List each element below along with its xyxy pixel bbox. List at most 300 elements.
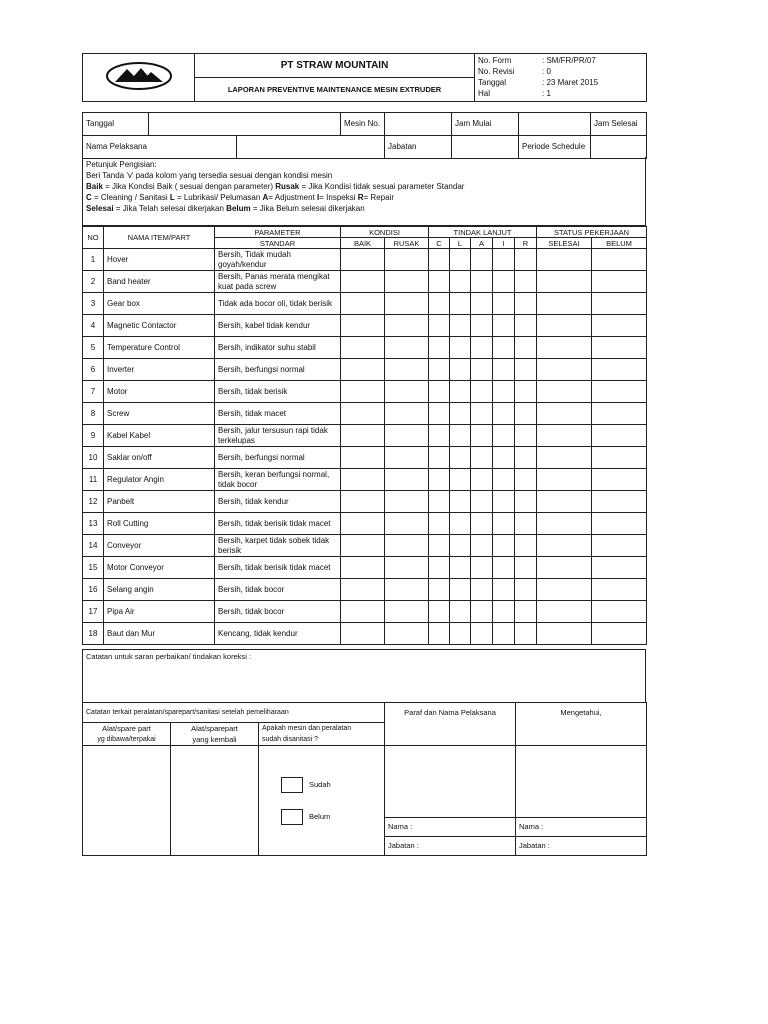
check-cell-belum[interactable]: [592, 359, 647, 381]
table-row: [83, 271, 647, 293]
maintenance-table: [82, 226, 647, 645]
check-cell-c[interactable]: [429, 315, 450, 337]
check-cell-a[interactable]: [471, 557, 493, 579]
meta-no-revisi: No. Revisi : 0: [478, 66, 551, 76]
check-cell-i[interactable]: [493, 513, 515, 535]
check-cell-a[interactable]: [471, 535, 493, 557]
check-cell-baik[interactable]: [341, 315, 385, 337]
check-cell-rusak[interactable]: [385, 425, 429, 447]
check-cell-rusak[interactable]: [385, 601, 429, 623]
table-row: [83, 249, 647, 271]
alat-kembali-header: Alat/sparepart yang kembali: [171, 723, 259, 746]
row-parameter: Bersih, tidak berisik tidak macet: [215, 557, 341, 579]
row-parameter: Bersih, berfungsi normal: [215, 359, 341, 381]
row-parameter: Bersih, tidak bocor: [215, 601, 341, 623]
check-cell-rusak[interactable]: [385, 359, 429, 381]
check-cell-a[interactable]: [471, 381, 493, 403]
row-no: 3: [83, 293, 104, 315]
check-cell-c[interactable]: [429, 579, 450, 601]
check-cell-r[interactable]: [515, 513, 537, 535]
label-periode-schedule: Periode Schedule: [519, 136, 591, 159]
check-cell-selesai[interactable]: [537, 469, 592, 491]
check-cell-rusak[interactable]: [385, 535, 429, 557]
check-cell-selesai[interactable]: [537, 425, 592, 447]
check-cell-baik[interactable]: [341, 535, 385, 557]
check-cell-a[interactable]: [471, 293, 493, 315]
row-no: 15: [83, 557, 104, 579]
row-parameter: Bersih, kabel tidak kendur: [215, 315, 341, 337]
row-no: 14: [83, 535, 104, 557]
check-cell-r[interactable]: [515, 249, 537, 271]
row-parameter: Bersih, tidak kendur: [215, 491, 341, 513]
check-cell-a[interactable]: [471, 337, 493, 359]
row-parameter: Bersih, Tidak mudah goyah/kendur: [215, 249, 341, 271]
check-cell-selesai[interactable]: [537, 249, 592, 271]
row-item-name: Conveyor: [104, 535, 215, 557]
check-cell-selesai[interactable]: [537, 271, 592, 293]
check-cell-baik[interactable]: [341, 469, 385, 491]
header-kondisi: KONDISI: [341, 227, 429, 238]
check-cell-selesai[interactable]: [537, 535, 592, 557]
check-cell-r[interactable]: [515, 623, 537, 645]
check-cell-c[interactable]: [429, 249, 450, 271]
check-cell-a[interactable]: [471, 425, 493, 447]
row-no: 18: [83, 623, 104, 645]
header-belum: BELUM: [592, 238, 647, 249]
row-no: 10: [83, 447, 104, 469]
check-cell-a[interactable]: [471, 469, 493, 491]
row-parameter: Bersih, tidak macet: [215, 403, 341, 425]
instructions-title: Petunjuk Pengisian:: [86, 160, 157, 169]
check-cell-r[interactable]: [515, 403, 537, 425]
row-no: 2: [83, 271, 104, 293]
label-tanggal: Tanggal: [83, 113, 149, 136]
row-item-name: Inverter: [104, 359, 215, 381]
alat-kembali-field[interactable]: [171, 746, 259, 856]
check-cell-i[interactable]: [493, 579, 515, 601]
check-cell-belum[interactable]: [592, 403, 647, 425]
check-cell-belum[interactable]: [592, 381, 647, 403]
check-cell-i[interactable]: [493, 315, 515, 337]
check-cell-selesai[interactable]: [537, 403, 592, 425]
table-row: [83, 491, 647, 513]
check-cell-rusak[interactable]: [385, 513, 429, 535]
check-cell-i[interactable]: [493, 491, 515, 513]
header-no: NO: [83, 227, 104, 249]
check-cell-selesai[interactable]: [537, 601, 592, 623]
check-cell-belum[interactable]: [592, 623, 647, 645]
check-cell-i[interactable]: [493, 557, 515, 579]
check-cell-baik[interactable]: [341, 293, 385, 315]
check-cell-i[interactable]: [493, 293, 515, 315]
check-cell-belum[interactable]: [592, 535, 647, 557]
check-cell-r[interactable]: [515, 535, 537, 557]
header-selesai: SELESAI: [537, 238, 592, 249]
row-parameter: Bersih, keran berfungsi normal, tidak bocor: [215, 469, 341, 491]
notes-box[interactable]: [82, 649, 646, 703]
alat-dibawa-field[interactable]: [83, 746, 171, 856]
check-cell-belum[interactable]: [592, 425, 647, 447]
check-cell-a[interactable]: [471, 623, 493, 645]
row-item-name: Magnetic Contactor: [104, 315, 215, 337]
check-cell-selesai[interactable]: [537, 557, 592, 579]
check-cell-rusak[interactable]: [385, 271, 429, 293]
check-cell-c[interactable]: [429, 469, 450, 491]
instructions: [82, 157, 646, 226]
check-cell-belum[interactable]: [592, 315, 647, 337]
label-mesin-no: Mesin No.: [341, 113, 385, 136]
check-cell-belum[interactable]: [592, 579, 647, 601]
table-row: [83, 403, 647, 425]
check-cell-belum[interactable]: [592, 271, 647, 293]
row-item-name: Kabel Kabel: [104, 425, 215, 447]
label-jam-selesai: Jam Selesai: [591, 113, 647, 136]
check-cell-rusak[interactable]: [385, 579, 429, 601]
table-row: [83, 579, 647, 601]
mengetahui-label: Mengetahui,: [516, 703, 647, 746]
row-item-name: Motor Conveyor: [104, 557, 215, 579]
row-no: 5: [83, 337, 104, 359]
check-cell-a[interactable]: [471, 491, 493, 513]
instructions-line3: C = Cleaning / Sanitasi L = Lubrikasi/ Pelumasan A= Adjustment I= Inspeksi R= Repair: [86, 193, 394, 202]
header-r: R: [515, 238, 537, 249]
row-parameter: Bersih, karpet tidak sobek tidak berisik: [215, 535, 341, 557]
header-rusak: RUSAK: [385, 238, 429, 249]
row-no: 17: [83, 601, 104, 623]
row-item-name: Band heater: [104, 271, 215, 293]
check-cell-c[interactable]: [429, 557, 450, 579]
row-no: 11: [83, 469, 104, 491]
header-l: L: [450, 238, 471, 249]
form-header: [82, 53, 647, 102]
mountain-logo-icon: [105, 61, 173, 91]
check-cell-l[interactable]: [450, 403, 471, 425]
check-cell-c[interactable]: [429, 425, 450, 447]
check-cell-r[interactable]: [515, 579, 537, 601]
check-cell-baik[interactable]: [341, 579, 385, 601]
check-cell-l[interactable]: [450, 381, 471, 403]
row-parameter: Bersih, jalur tersusun rapi tidak terkelupas: [215, 425, 341, 447]
row-no: 12: [83, 491, 104, 513]
check-cell-r[interactable]: [515, 469, 537, 491]
instructions-line1: Beri Tanda 'v' pada kolom yang tersedia sesuai dengan kondisi mesin: [86, 171, 333, 180]
table-row: [83, 337, 647, 359]
row-no: 13: [83, 513, 104, 535]
header-c: C: [429, 238, 450, 249]
check-cell-rusak[interactable]: [385, 315, 429, 337]
check-cell-l[interactable]: [450, 249, 471, 271]
check-cell-i[interactable]: [493, 425, 515, 447]
table-row: [83, 381, 647, 403]
sudah-label: Sudah: [309, 779, 331, 789]
jabatan-mengetahui-field[interactable]: Jabatan :: [516, 837, 647, 856]
check-cell-baik[interactable]: [341, 425, 385, 447]
check-cell-c[interactable]: [429, 403, 450, 425]
check-cell-baik[interactable]: [341, 623, 385, 645]
sudah-checkbox[interactable]: [281, 777, 303, 793]
check-cell-a[interactable]: [471, 271, 493, 293]
check-cell-selesai[interactable]: [537, 491, 592, 513]
row-item-name: Saklar on/off: [104, 447, 215, 469]
row-no: 8: [83, 403, 104, 425]
signature-table: [82, 702, 647, 856]
check-cell-rusak[interactable]: [385, 293, 429, 315]
header-baik: BAIK: [341, 238, 385, 249]
check-cell-l[interactable]: [450, 447, 471, 469]
table-row: [83, 293, 647, 315]
check-cell-i[interactable]: [493, 469, 515, 491]
check-cell-c[interactable]: [429, 491, 450, 513]
check-cell-c[interactable]: [429, 337, 450, 359]
check-cell-a[interactable]: [471, 513, 493, 535]
company-logo-cell: [83, 54, 195, 102]
row-no: 7: [83, 381, 104, 403]
row-item-name: Gear box: [104, 293, 215, 315]
row-item-name: Motor: [104, 381, 215, 403]
paraf-label: Paraf dan Nama Pelaksana: [385, 703, 516, 746]
row-item-name: Roll Cutting: [104, 513, 215, 535]
check-cell-belum[interactable]: [592, 447, 647, 469]
row-parameter: Bersih, tidak bocor: [215, 579, 341, 601]
check-cell-selesai[interactable]: [537, 623, 592, 645]
check-cell-rusak[interactable]: [385, 381, 429, 403]
check-cell-l[interactable]: [450, 491, 471, 513]
header-status-pekerjaan: STATUS PEKERJAAN: [537, 227, 647, 238]
check-cell-belum[interactable]: [592, 469, 647, 491]
field-periode-schedule[interactable]: [591, 136, 647, 159]
row-no: 1: [83, 249, 104, 271]
check-cell-i[interactable]: [493, 359, 515, 381]
check-cell-selesai[interactable]: [537, 579, 592, 601]
check-cell-r[interactable]: [515, 557, 537, 579]
check-cell-a[interactable]: [471, 447, 493, 469]
table-row: [83, 557, 647, 579]
check-cell-r[interactable]: [515, 271, 537, 293]
table-row: [83, 315, 647, 337]
check-cell-rusak[interactable]: [385, 249, 429, 271]
check-cell-selesai[interactable]: [537, 337, 592, 359]
check-cell-c[interactable]: [429, 271, 450, 293]
field-tanggal[interactable]: [149, 113, 341, 136]
row-item-name: Panbelt: [104, 491, 215, 513]
label-nama-pelaksana: Nama Pelaksana: [83, 136, 237, 159]
check-cell-belum[interactable]: [592, 337, 647, 359]
row-parameter: Bersih, tidak berisik tidak macet: [215, 513, 341, 535]
header-i: I: [493, 238, 515, 249]
check-cell-i[interactable]: [493, 337, 515, 359]
check-cell-belum[interactable]: [592, 557, 647, 579]
check-cell-a[interactable]: [471, 315, 493, 337]
check-cell-baik[interactable]: [341, 601, 385, 623]
check-cell-baik[interactable]: [341, 491, 385, 513]
alat-dibawa-header: Alat/spare part yg dibawa/terpakai: [83, 723, 171, 746]
check-cell-selesai[interactable]: [537, 447, 592, 469]
header-standar: STANDAR: [215, 238, 341, 249]
check-cell-i[interactable]: [493, 447, 515, 469]
instructions-line2: Baik = Jika Kondisi Baik ( sesuai dengan parameter) Rusak = Jika Kondisi tidak sesuai parameter Standar: [86, 182, 465, 191]
table-row: [83, 447, 647, 469]
header-item: NAMA ITEM/PART: [104, 227, 215, 249]
row-item-name: Selang angin: [104, 579, 215, 601]
company-name: PT STRAW MOUNTAIN: [195, 54, 475, 78]
check-cell-l[interactable]: [450, 337, 471, 359]
check-cell-rusak[interactable]: [385, 403, 429, 425]
field-nama-pelaksana[interactable]: [237, 136, 385, 159]
check-cell-rusak[interactable]: [385, 469, 429, 491]
header-parameter: PARAMETER: [215, 227, 341, 238]
check-cell-c[interactable]: [429, 601, 450, 623]
check-cell-i[interactable]: [493, 249, 515, 271]
check-cell-selesai[interactable]: [537, 359, 592, 381]
row-item-name: Screw: [104, 403, 215, 425]
info-table: [82, 112, 647, 159]
row-parameter: Kencang, tidak kendur: [215, 623, 341, 645]
check-cell-i[interactable]: [493, 381, 515, 403]
row-item-name: Temperature Control: [104, 337, 215, 359]
header-a: A: [471, 238, 493, 249]
check-cell-belum[interactable]: [592, 491, 647, 513]
header-tindak-lanjut: TINDAK LANJUT: [429, 227, 537, 238]
check-cell-baik[interactable]: [341, 359, 385, 381]
row-no: 6: [83, 359, 104, 381]
check-cell-rusak[interactable]: [385, 491, 429, 513]
row-item-name: Baut dan Mur: [104, 623, 215, 645]
table-row: [83, 359, 647, 381]
check-cell-i[interactable]: [493, 403, 515, 425]
instructions-line4: Selesai = Jika Telah selesai dikerjakan Belum = Jika Belum selesai dikerjakan: [86, 204, 365, 213]
check-cell-baik[interactable]: [341, 513, 385, 535]
check-cell-baik[interactable]: [341, 447, 385, 469]
belum-checkbox[interactable]: [281, 809, 303, 825]
table-row: [83, 535, 647, 557]
check-cell-belum[interactable]: [592, 249, 647, 271]
row-no: 16: [83, 579, 104, 601]
check-cell-l[interactable]: [450, 513, 471, 535]
table-row: [83, 469, 647, 491]
row-item-name: Pipa Air: [104, 601, 215, 623]
check-cell-a[interactable]: [471, 601, 493, 623]
check-cell-baik[interactable]: [341, 337, 385, 359]
check-cell-a[interactable]: [471, 403, 493, 425]
table-row: [83, 623, 647, 645]
nama-mengetahui-field[interactable]: Nama :: [516, 818, 647, 837]
check-cell-belum[interactable]: [592, 293, 647, 315]
check-cell-i[interactable]: [493, 535, 515, 557]
check-cell-c[interactable]: [429, 447, 450, 469]
row-parameter: Bersih, indikator suhu stabil: [215, 337, 341, 359]
check-cell-a[interactable]: [471, 579, 493, 601]
check-cell-r[interactable]: [515, 315, 537, 337]
row-parameter: Bersih, tidak berisik: [215, 381, 341, 403]
paraf-signature-area[interactable]: [385, 746, 516, 818]
check-cell-l[interactable]: [450, 359, 471, 381]
check-cell-r[interactable]: [515, 381, 537, 403]
row-parameter: Tidak ada bocor oli, tidak berisik: [215, 293, 341, 315]
meta-no-form: No. Form : SM/FR/PR/07: [478, 55, 596, 65]
table-row: [83, 425, 647, 447]
check-cell-r[interactable]: [515, 425, 537, 447]
check-cell-baik[interactable]: [341, 381, 385, 403]
check-cell-l[interactable]: [450, 469, 471, 491]
row-parameter: Bersih, berfungsi normal: [215, 447, 341, 469]
meta-hal: Hal : 1: [478, 88, 551, 98]
check-cell-selesai[interactable]: [537, 381, 592, 403]
catatan-alat-label: Catatan terkait peralatan/sparepart/sanitasi setelah pemeliharaan: [83, 703, 385, 723]
check-cell-a[interactable]: [471, 359, 493, 381]
check-cell-baik[interactable]: [341, 249, 385, 271]
row-item-name: Hover: [104, 249, 215, 271]
check-cell-l[interactable]: [450, 271, 471, 293]
check-cell-baik[interactable]: [341, 557, 385, 579]
check-cell-c[interactable]: [429, 623, 450, 645]
row-item-name: Regulator Angin: [104, 469, 215, 491]
table-row: [83, 601, 647, 623]
check-cell-selesai[interactable]: [537, 293, 592, 315]
field-mesin-no[interactable]: [385, 113, 452, 136]
nama-pelaksana-field[interactable]: Nama :: [385, 818, 516, 837]
check-cell-l[interactable]: [450, 579, 471, 601]
check-cell-l[interactable]: [450, 557, 471, 579]
check-cell-rusak[interactable]: [385, 623, 429, 645]
check-cell-i[interactable]: [493, 271, 515, 293]
check-cell-r[interactable]: [515, 359, 537, 381]
check-cell-r[interactable]: [515, 337, 537, 359]
check-cell-baik[interactable]: [341, 271, 385, 293]
form-meta: [475, 54, 647, 102]
field-jabatan[interactable]: [452, 136, 519, 159]
check-cell-rusak[interactable]: [385, 557, 429, 579]
check-cell-r[interactable]: [515, 293, 537, 315]
check-cell-i[interactable]: [493, 623, 515, 645]
check-cell-l[interactable]: [450, 293, 471, 315]
check-cell-r[interactable]: [515, 491, 537, 513]
check-cell-l[interactable]: [450, 601, 471, 623]
sanitasi-options: [259, 746, 385, 856]
belum-label: Belum: [309, 811, 331, 821]
mengetahui-signature-area[interactable]: [516, 746, 647, 818]
row-no: 9: [83, 425, 104, 447]
check-cell-selesai[interactable]: [537, 315, 592, 337]
check-cell-l[interactable]: [450, 425, 471, 447]
check-cell-c[interactable]: [429, 535, 450, 557]
check-cell-c[interactable]: [429, 293, 450, 315]
check-cell-a[interactable]: [471, 249, 493, 271]
check-cell-r[interactable]: [515, 447, 537, 469]
check-cell-c[interactable]: [429, 381, 450, 403]
field-jam-mulai[interactable]: [519, 113, 591, 136]
report-title: LAPORAN PREVENTIVE MAINTENANCE MESIN EXTRUDER: [195, 78, 475, 102]
check-cell-i[interactable]: [493, 601, 515, 623]
check-cell-l[interactable]: [450, 623, 471, 645]
check-cell-baik[interactable]: [341, 403, 385, 425]
notes-label: Catatan untuk saran perbaikan/ tindakan koreksi :: [86, 652, 252, 661]
check-cell-c[interactable]: [429, 513, 450, 535]
meta-tanggal: Tanggal : 23 Maret 2015: [478, 77, 599, 87]
sanitasi-question: Apakah mesin dan peralatan sudah disanitasi ?: [259, 723, 385, 746]
table-row: [83, 513, 647, 535]
check-cell-selesai[interactable]: [537, 513, 592, 535]
check-cell-rusak[interactable]: [385, 337, 429, 359]
check-cell-rusak[interactable]: [385, 447, 429, 469]
check-cell-l[interactable]: [450, 535, 471, 557]
check-cell-c[interactable]: [429, 359, 450, 381]
row-parameter: Bersih, Panas merata mengikat kuat pada screw: [215, 271, 341, 293]
check-cell-l[interactable]: [450, 315, 471, 337]
check-cell-r[interactable]: [515, 601, 537, 623]
check-cell-belum[interactable]: [592, 513, 647, 535]
check-cell-belum[interactable]: [592, 601, 647, 623]
jabatan-pelaksana-field[interactable]: Jabatan :: [385, 837, 516, 856]
